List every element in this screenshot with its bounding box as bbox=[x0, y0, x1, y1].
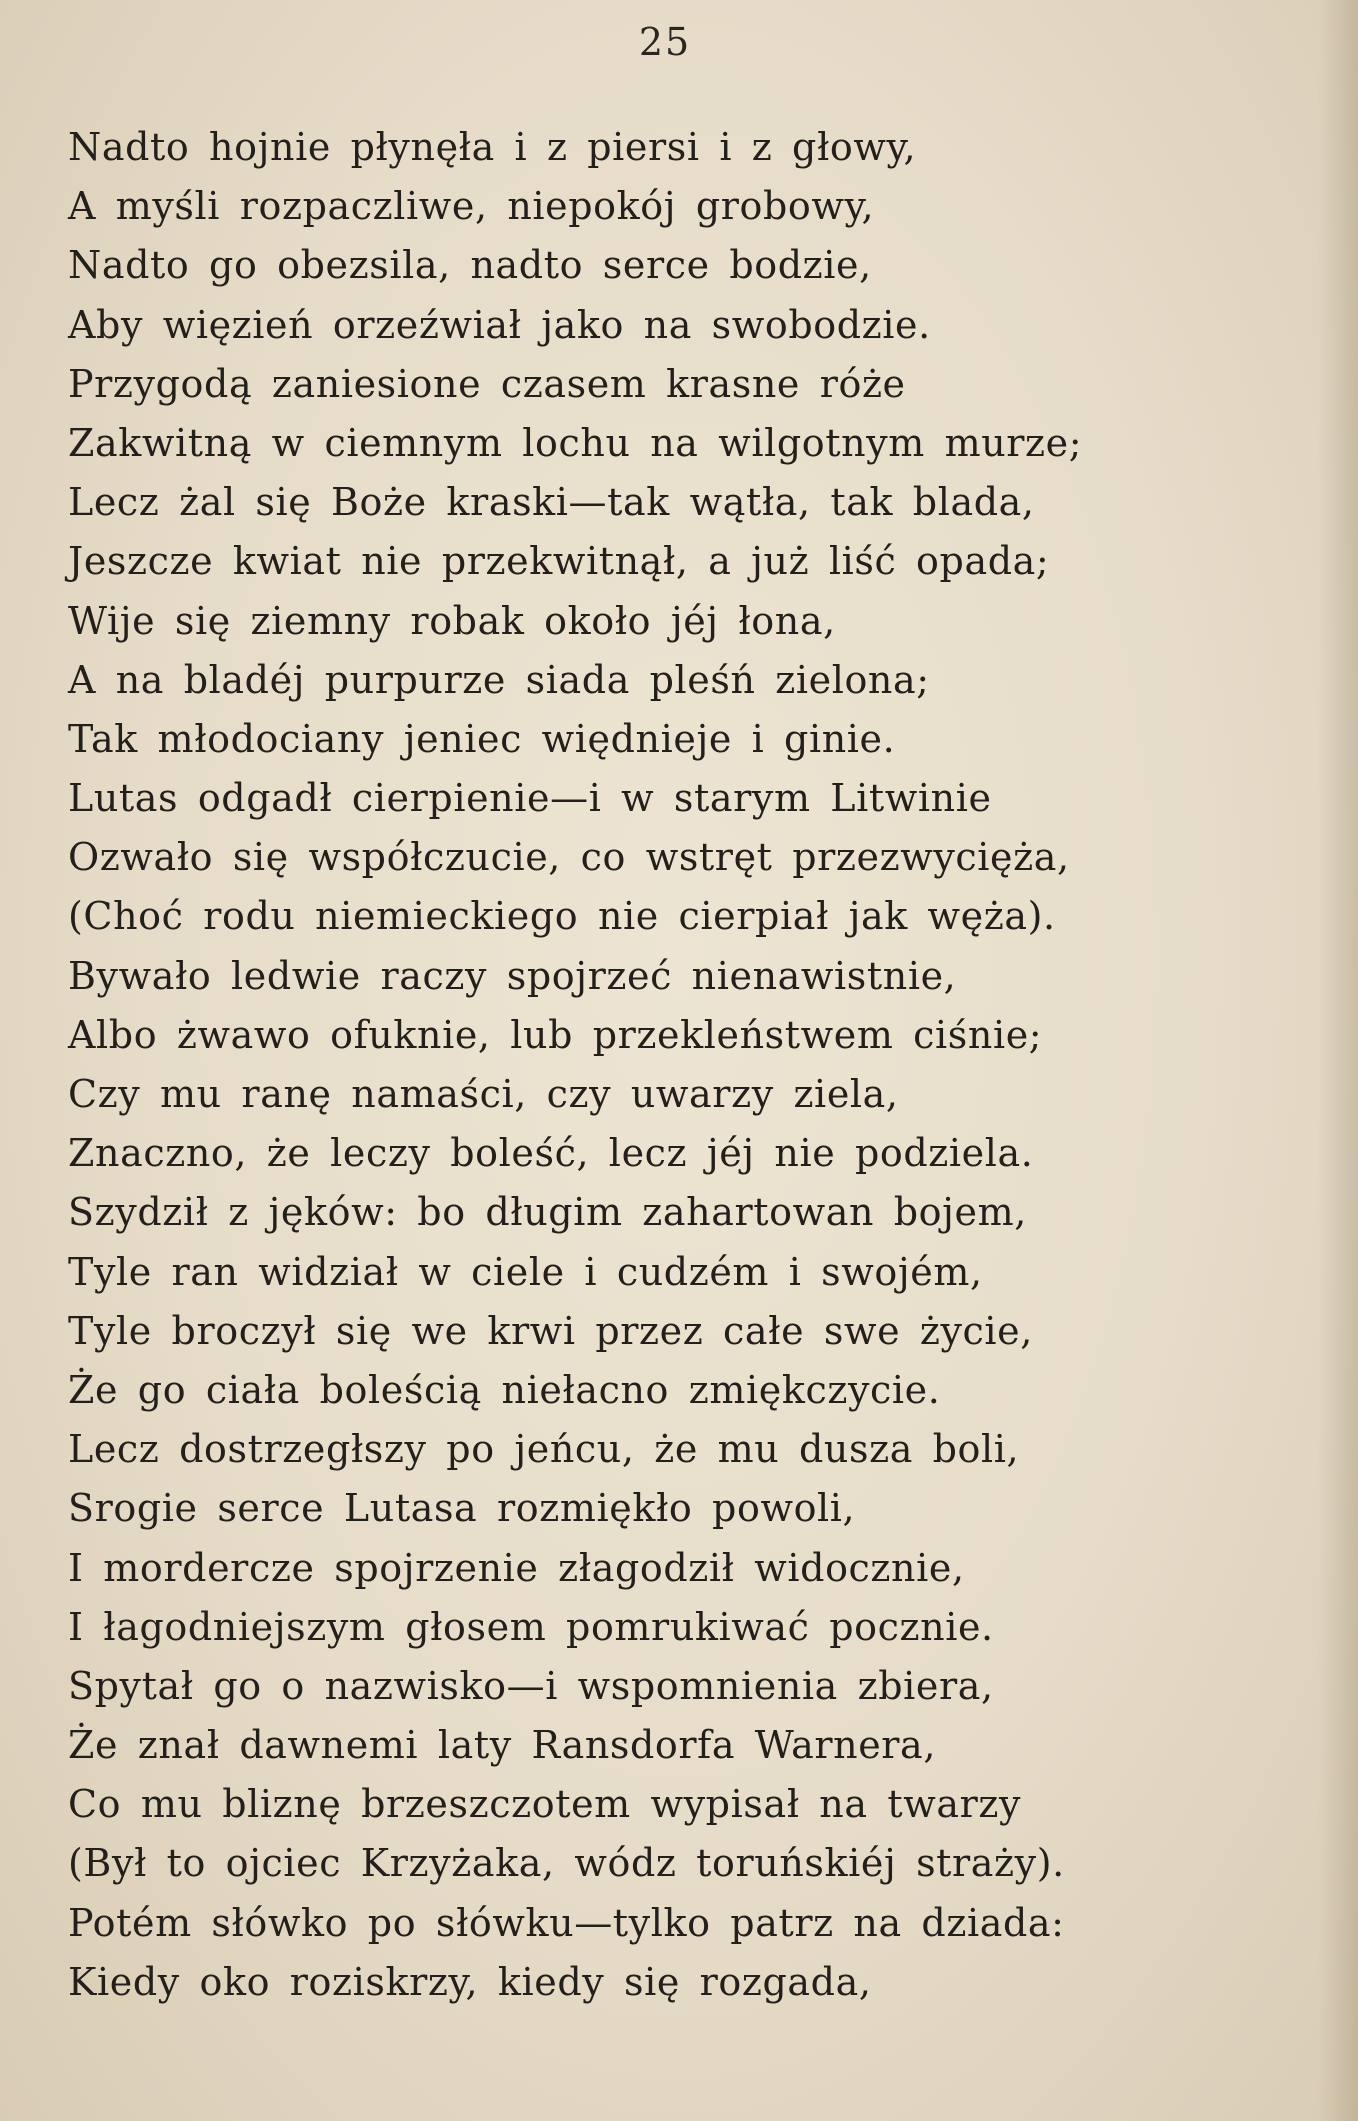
poem-line: Lecz żal się Boże kraski—tak wątła, tak blada, bbox=[68, 480, 1035, 525]
page-number: 25 bbox=[638, 20, 692, 64]
poem-line: Nadto hojnie płynęła i z piersi i z głowy, bbox=[68, 125, 917, 169]
page-edge-shadow bbox=[1318, 0, 1358, 2121]
poem-line: Jeszcze kwiat nie przekwitnął, a już liść opada; bbox=[68, 539, 1050, 584]
poem-line: Lecz dostrzegłszy po jeńcu, że mu dusza boli, bbox=[68, 1427, 1020, 1472]
poem-line: Kiedy oko roziskrzy, kiedy się rozgada, bbox=[68, 1959, 872, 2004]
poem-line: Spytał go o nazwisko—i wspomnienia zbiera, bbox=[68, 1663, 994, 1708]
poem-line: Czy mu ranę namaści, czy uwarzy ziela, bbox=[68, 1072, 899, 1116]
poem-line: A na bladéj purpurze siada pleśń zielona; bbox=[68, 657, 930, 702]
poem-line: Tak młodociany jeniec więdnieje i ginie. bbox=[68, 716, 896, 761]
poem-line: Aby więzień orzeźwiał jako na swobodzie. bbox=[68, 302, 931, 347]
poem-line: Że go ciała boleścią niełacno zmiękczycie. bbox=[68, 1367, 941, 1412]
poem-line: Co mu bliznę brzeszczotem wypisał na twarzy bbox=[68, 1782, 1022, 1827]
poem-line: Tyle ran widział w ciele i cudzém i swojém, bbox=[68, 1249, 983, 1294]
poem-line: Nadto go obezsila, nadto serce bodzie, bbox=[68, 243, 872, 288]
poem-line: (Był to ojciec Krzyżaka, wódz toruńskiéj straży). bbox=[68, 1841, 1065, 1886]
poem-line: I mordercze spojrzenie złagodził widocznie, bbox=[68, 1545, 965, 1590]
poem-line: I łagodniejszym głosem pomrukiwać pocznie. bbox=[68, 1604, 994, 1649]
poem-line: Lutas odgadł cierpienie—i w starym Litwinie bbox=[68, 776, 992, 821]
poem-line: Tyle broczył się we krwi przez całe swe życie, bbox=[68, 1308, 1033, 1353]
poem-line: Że znał dawnemi laty Ransdorfa Warnera, bbox=[68, 1723, 936, 1768]
poem-line: A myśli rozpaczliwe, niepokój grobowy, bbox=[68, 184, 875, 229]
poem-line: Potém słówko po słówku—tylko patrz na dziada: bbox=[68, 1900, 1065, 1945]
poem-line: Zakwitną w ciemnym lochu na wilgotnym murze; bbox=[68, 420, 1083, 465]
poem-line: Ozwało się współczucie, co wstręt przezwycięża, bbox=[68, 835, 1070, 880]
poem-line: Szydził z jęków: bo długim zahartowan bojem, bbox=[68, 1190, 1027, 1235]
poem-line: Bywało ledwie raczy spojrzeć nienawistnie, bbox=[68, 953, 957, 998]
poem-line: Przygodą zaniesione czasem krasne róże bbox=[68, 361, 906, 406]
poem-line: Srogie serce Lutasa rozmiękło powoli, bbox=[68, 1486, 856, 1531]
poem-line: Albo żwawo ofuknie, lub przekleństwem ciśnie; bbox=[68, 1012, 1043, 1057]
poem-line: Znaczno, że leczy boleść, lecz jéj nie podziela. bbox=[68, 1131, 1034, 1176]
poem-line: (Choć rodu niemieckiego nie cierpiał jak węża). bbox=[68, 894, 1056, 939]
poem-text bbox=[68, 118, 1288, 2012]
poem-line: Wije się ziemny robak około jéj łona, bbox=[68, 598, 836, 643]
